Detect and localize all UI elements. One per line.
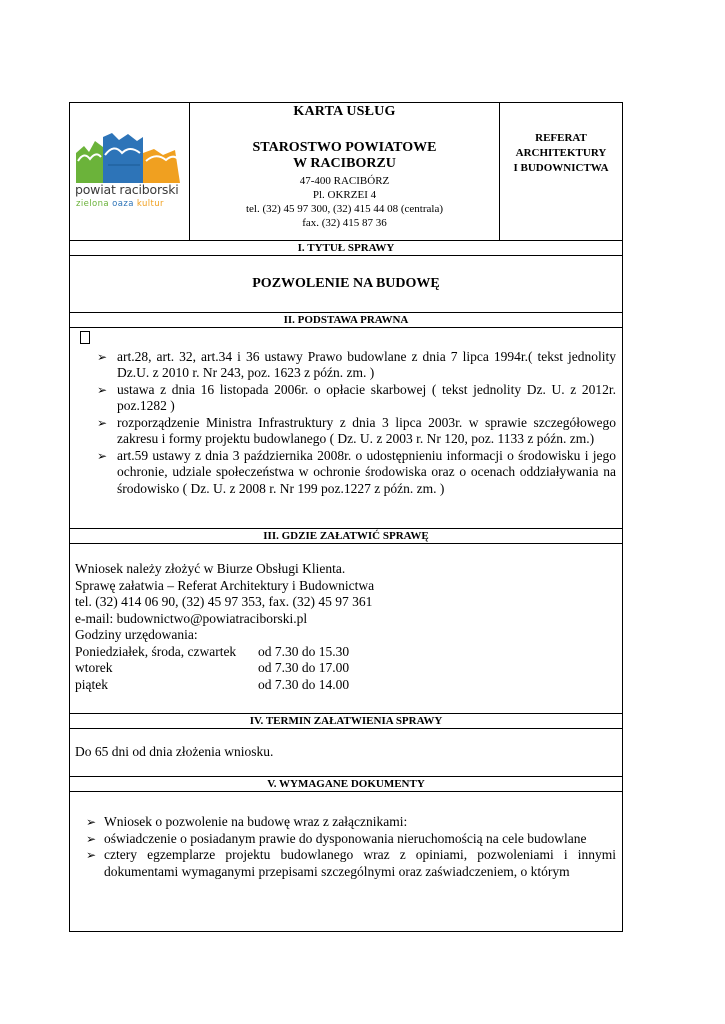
hours-time: od 7.30 do 15.30	[258, 643, 350, 659]
hours-days: wtorek	[75, 660, 113, 675]
legal-basis-list	[70, 349, 622, 498]
list-item: ➢ rozporządzenie Ministra Infrastruktury z dnia 3 lipca 2003r. w sprawie szczegółowego zakresu i formy projektu budowlanego ( Dz. U. z 2003 r. Nr 120, poz. 1133 z późn. zm.)	[97, 414, 616, 446]
hours-row	[75, 660, 622, 677]
where-to-apply	[70, 544, 622, 714]
logo-tagline-blue: oaza	[112, 199, 134, 209]
logo-cell	[70, 103, 190, 240]
hours-days: piątek	[75, 676, 108, 692]
card-title: KARTA USŁUG	[293, 104, 396, 119]
legal-basis	[70, 328, 622, 529]
office-street: Pl. OKRZEI 4	[312, 189, 377, 201]
hours-time: od 7.30 do 14.00	[258, 676, 350, 692]
logo-tagline-green: zielona	[76, 199, 110, 209]
section-4-heading: IV. TERMIN ZAŁATWIENIA SPRAWY	[70, 714, 622, 729]
placeholder-box-icon	[80, 331, 90, 344]
list-item: ➢ ustawa z dnia 16 listopada 2006r. o opłacie skarbowej ( tekst jednolity Dz. U. z 2012r. poz.1282 )	[97, 381, 616, 413]
where-line: Wniosek należy złożyć w Biurze Obsługi Klienta.	[75, 561, 346, 576]
dept-line2: ARCHITEKTURY	[515, 147, 607, 159]
section-2-heading: II. PODSTAWA PRAWNA	[70, 313, 622, 328]
service-card	[69, 102, 623, 932]
list-item: ➢ cztery egzemplarze projektu budowlanego wraz z opiniami, pozwoleniami i innymi dokumentami wymaganymi przepisami szczególnymi oraz zaświadczeniem, o którym	[86, 847, 616, 879]
logo-name-text: powiat raciborski	[75, 182, 179, 197]
office-fax: fax. (32) 415 87 36	[302, 217, 387, 229]
arrow-bullet-icon: ➢	[86, 831, 97, 846]
office-info	[190, 103, 500, 240]
card-header	[70, 103, 622, 241]
powiat-raciborski-logo	[70, 103, 189, 240]
arrow-bullet-icon: ➢	[97, 382, 108, 397]
arrow-bullet-icon: ➢	[97, 349, 108, 364]
where-line: tel. (32) 414 06 90, (32) 45 97 353, fax. (32) 45 97 361	[75, 594, 373, 609]
where-line: Sprawę załatwia – Referat Architektury i Budownictwa	[75, 577, 375, 593]
office-name-line2: W RACIBORZU	[293, 156, 396, 171]
hours-days: Poniedziałek, środa, czwartek	[75, 643, 237, 659]
list-item: ➢ oświadczenie o posiadanym prawie do dysponowania nieruchomością na cele budowlane	[86, 830, 587, 846]
office-phone: tel. (32) 45 97 300, (32) 415 44 08 (centrala)	[245, 203, 444, 215]
list-item: ➢ art.59 ustawy z dnia 3 października 2008r. o udostępnieniu informacji o środowisku i jego ochronie, udziale społeczeństwa w ochronie środowiska oraz o ocenach oddziaływania na środowisko ( Dz. U. z 2008 r. Nr 199 poz.1227 z późn. zm. )	[97, 447, 616, 496]
logo-tagline-orange: kultur	[136, 199, 164, 209]
arrow-bullet-icon: ➢	[86, 815, 97, 829]
dept-line3: I BUDOWNICTWA	[513, 162, 609, 174]
dept-line1: REFERAT	[535, 132, 587, 144]
list-item: ➢ Wniosek o pozwolenie na budowę wraz z załącznikami:	[86, 814, 408, 829]
where-email[interactable]: e-mail: budownictwo@powiatraciborski.pl	[75, 610, 308, 626]
case-title: POZWOLENIE NA BUDOWĘ	[70, 256, 622, 313]
arrow-bullet-icon: ➢	[97, 415, 108, 430]
hours-row	[75, 644, 622, 661]
logo-tagline	[76, 199, 164, 209]
documents-list	[70, 814, 622, 880]
arrow-bullet-icon: ➢	[97, 448, 108, 463]
required-documents	[70, 792, 622, 931]
where-line: Godziny urzędowania:	[75, 627, 198, 642]
processing-time: Do 65 dni od dnia złożenia wniosku.	[70, 729, 622, 777]
department-cell	[500, 103, 622, 240]
arrow-bullet-icon: ➢	[86, 848, 97, 862]
hours-time: od 7.30 do 17.00	[258, 660, 350, 675]
office-postal: 47-400 RACIBÓRZ	[299, 175, 390, 187]
office-name	[190, 140, 499, 172]
section-1-heading: I. TYTUŁ SPRAWY	[70, 241, 622, 256]
section-5-heading: V. WYMAGANE DOKUMENTY	[70, 777, 622, 792]
hours-row	[75, 677, 622, 694]
section-3-heading: III. GDZIE ZAŁATWIĆ SPRAWĘ	[70, 529, 622, 544]
office-address	[190, 174, 499, 230]
list-item: ➢ art.28, art. 32, art.34 i 36 ustawy Prawo budowlane z dnia 7 lipca 1994r.( tekst jednolity Dz.U. z 2010 r. Nr 243, poz. 1623 z późn. zm. )	[97, 348, 616, 380]
office-name-line1: STAROSTWO POWIATOWE	[252, 140, 437, 155]
